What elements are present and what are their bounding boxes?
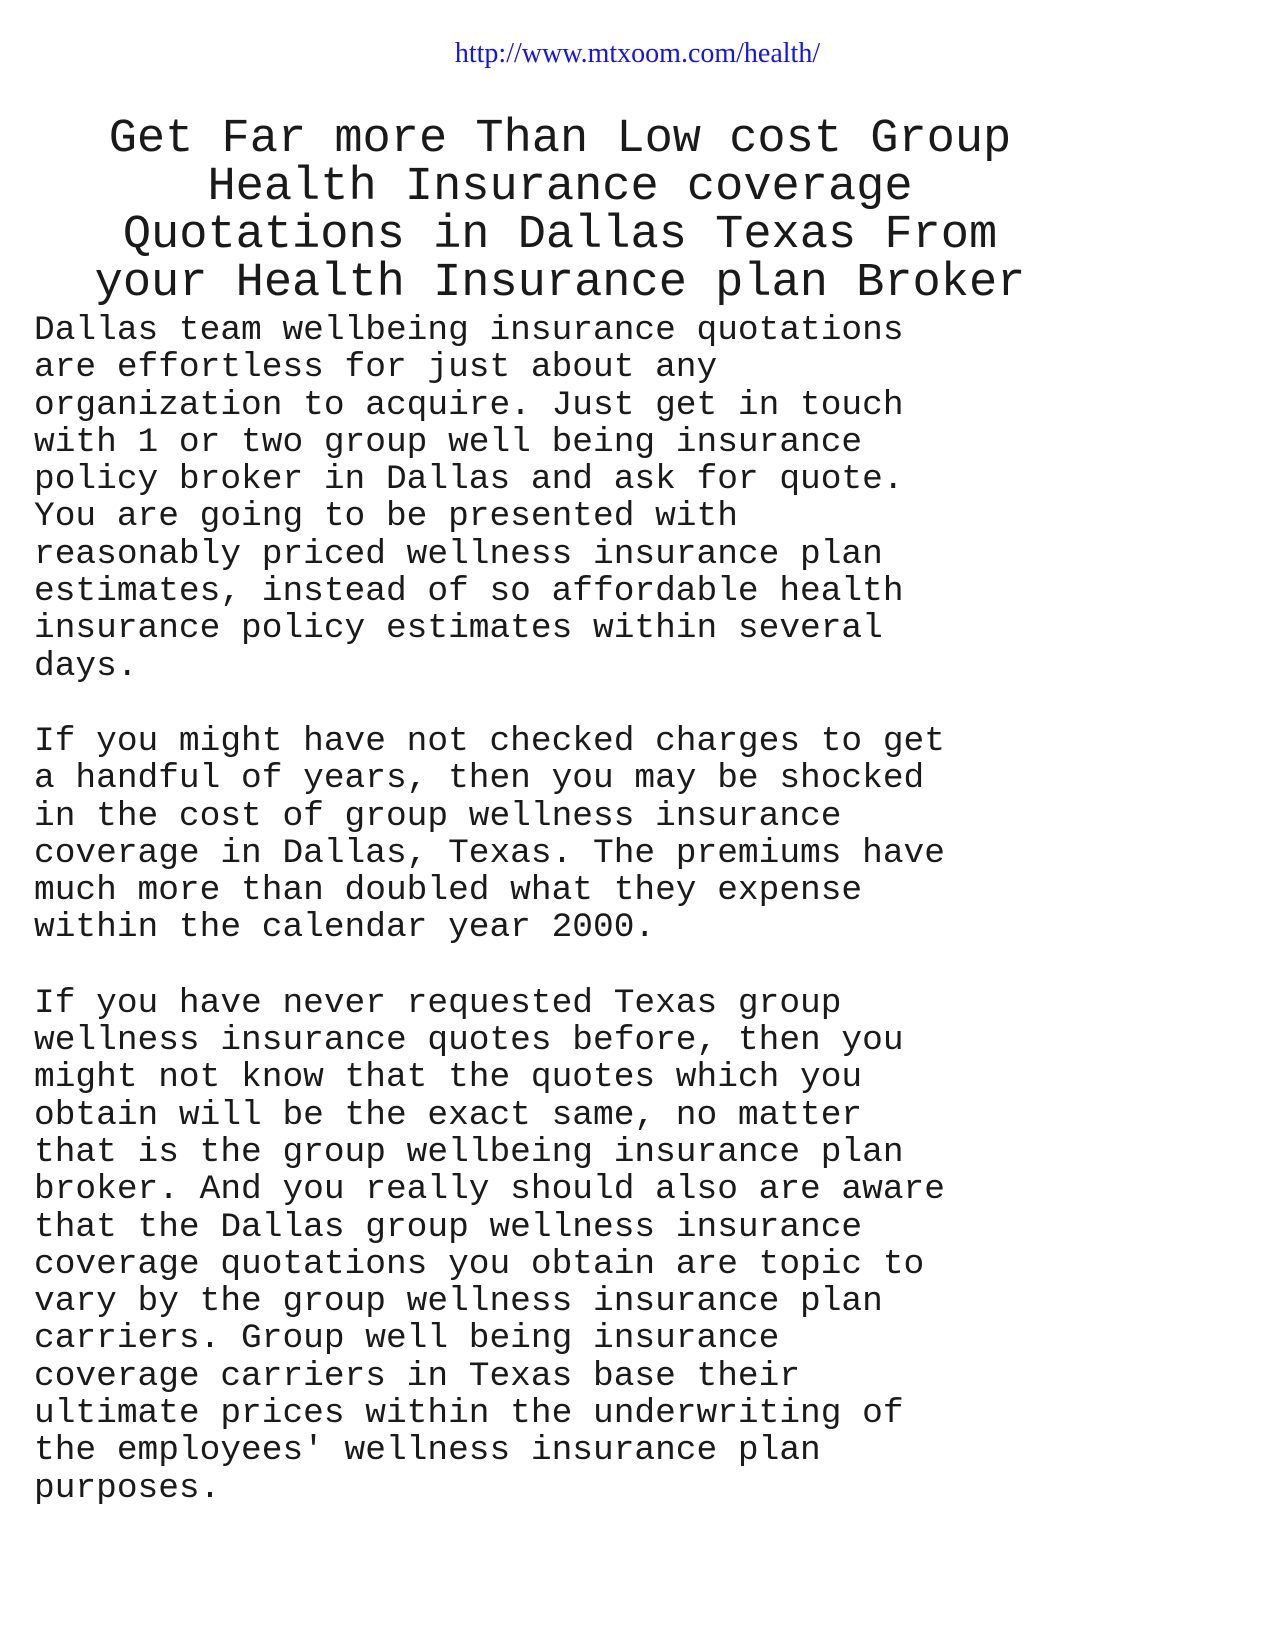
paragraph-2 [34,723,1194,947]
title-line: Quotations in Dallas Texas From [122,209,998,262]
text-line: coverage quotations you obtain are topic to [34,1244,925,1284]
article-title [20,113,1100,310]
text-line: policy broker in Dallas and ask for quote. [34,460,904,500]
text-line: that is the group wellbeing insurance plan [34,1132,904,1172]
text-line: obtain will be the exact same, no matter [34,1095,863,1135]
text-line: might not know that the quotes which you [34,1058,863,1098]
text-line: If you might have not checked charges to get [34,721,945,761]
text-line: coverage carriers in Texas base their [34,1356,801,1396]
article-body [34,312,1194,1545]
text-line: insurance policy estimates within several [34,609,883,649]
text-line: a handful of years, then you may be shocked [34,759,925,799]
text-line: are effortless for just about any [34,348,718,388]
title-line: Get Far more Than Low cost Group [108,113,1012,166]
text-line: much more than doubled what they expense [34,871,863,911]
text-line: days. [34,646,138,686]
text-line: ultimate prices within the underwriting of [34,1394,904,1434]
text-line: that the Dallas group wellness insurance [34,1207,863,1247]
title-line: your Health Insurance plan Broker [94,257,1026,310]
text-line: purposes. [34,1468,221,1508]
text-line: estimates, instead of so affordable health [34,572,904,612]
title-line: Health Insurance coverage [207,161,913,214]
text-line: coverage in Dallas, Texas. The premiums have [34,833,945,873]
text-line: vary by the group wellness insurance plan [34,1282,883,1322]
paragraph-1 [34,312,1194,685]
text-line: the employees' wellness insurance plan [34,1431,821,1471]
text-line: You are going to be presented with [34,497,738,537]
text-line: carriers. Group well being insurance [34,1319,780,1359]
text-line: organization to acquire. Just get in touch [34,385,904,425]
text-line: Dallas team wellbeing insurance quotations [34,311,904,350]
text-line: reasonably priced wellness insurance plan [34,534,883,574]
text-line: wellness insurance quotes before, then you [34,1021,904,1061]
text-line: If you have never requested Texas group [34,983,842,1023]
text-line: in the cost of group wellness insurance [34,796,842,836]
text-line: within the calendar year 2000. [34,908,656,948]
paragraph-3 [34,985,1194,1507]
text-line: with 1 or two group well being insurance [34,422,863,462]
text-line: broker. And you really should also are aware [34,1170,945,1210]
header-url-link[interactable]: http://www.mtxoom.com/health/ [454,38,821,69]
